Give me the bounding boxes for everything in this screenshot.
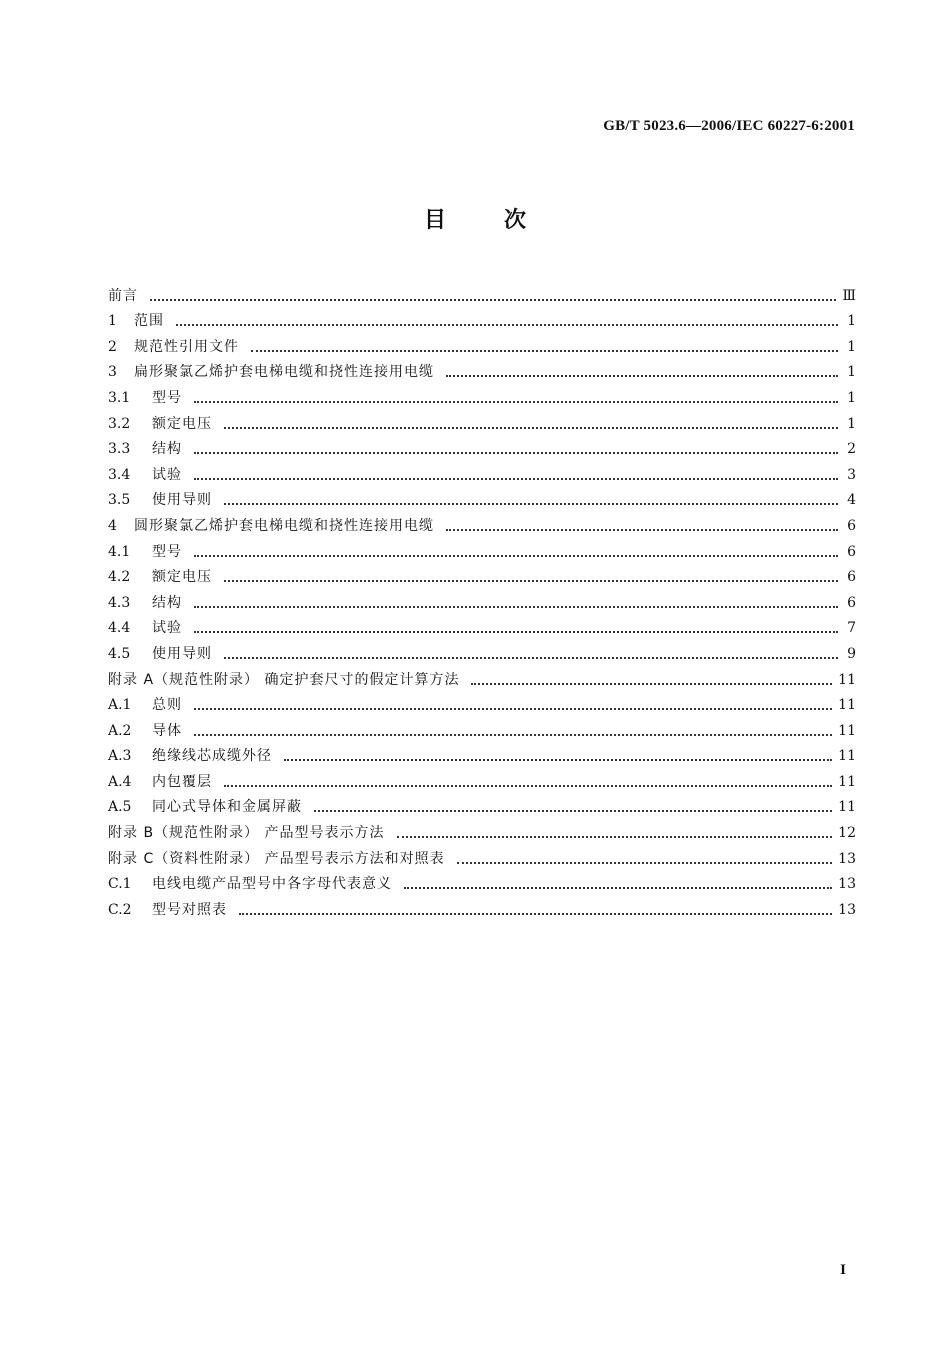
toc-entry[interactable] [108,408,856,434]
toc-dot-leader [194,631,838,633]
toc-entry-page: 6 [847,594,856,611]
toc-entry[interactable] [108,382,856,408]
toc-dot-leader [150,299,836,301]
toc-dot-leader [224,580,838,582]
toc-dot-leader [251,350,838,352]
toc-entry-number: 3.4 [108,466,131,483]
toc-entry-page: 12 [838,825,856,842]
toc-entry-page: 1 [847,415,856,432]
toc-entry-label: 规范性引用文件 [134,338,239,355]
toc-entry-number: 4.2 [108,569,131,586]
toc-entry-label: 试验 [152,620,182,637]
toc-entry-label: 圆形聚氯乙烯护套电梯电缆和挠性连接用电缆 [134,517,434,534]
toc-dot-leader [404,887,832,889]
toc-entry-page: 9 [847,645,856,662]
toc-entry-label: 型号 [152,389,182,406]
toc-entry-label: 扁形聚氯乙烯护套电梯电缆和挠性连接用电缆 [134,364,434,381]
toc-dot-leader [194,401,838,403]
toc-dot-leader [446,529,838,531]
toc-entry-page: 6 [847,569,856,586]
toc-entry[interactable] [108,357,856,383]
toc-entry-number: 3.3 [108,441,131,458]
toc-entry-number: C.2 [108,901,132,918]
toc-entry-label: 附录 B（规范性附录） 产品型号表示方法 [108,825,385,842]
toc-dot-leader [446,375,838,377]
toc-entry-number: 1 [108,313,117,330]
toc-entry[interactable] [108,664,856,690]
toc-entry-label: 型号 [152,543,182,560]
toc-entry[interactable] [108,613,856,639]
toc-dot-leader [194,452,838,454]
toc-entry-number: C.1 [108,876,132,893]
toc-entry-page: 11 [838,697,856,714]
toc-entry[interactable] [108,792,856,818]
toc-entry-label: 电线电缆产品型号中各字母代表意义 [152,876,392,893]
toc-entry[interactable] [108,434,856,460]
toc-entry-number: A.4 [108,773,132,790]
toc-entry-number: A.2 [108,722,132,739]
toc-entry-label: 前言 [108,287,138,304]
toc-entry-label: 同心式导体和金属屏蔽 [152,799,302,816]
toc-entry-number: 4.4 [108,620,131,637]
toc-dot-leader [176,324,838,326]
toc-entry-page: 3 [847,466,856,483]
toc-dot-leader [194,734,832,736]
toc-entry[interactable] [108,766,856,792]
toc-entry-label: 结构 [152,594,182,611]
toc-entry-number: 3.1 [108,389,131,406]
toc-entry-label: 使用导则 [152,645,212,662]
toc-dot-leader [224,657,838,659]
toc-dot-leader [194,478,838,480]
toc-entry[interactable] [108,869,856,895]
toc-entry-page: 6 [847,517,856,534]
toc-entry-page: 1 [847,338,856,355]
toc-entry[interactable] [108,817,856,843]
toc-entry-label: 内包覆层 [152,773,212,790]
toc-entry-page: 13 [838,850,856,867]
toc-entry-page: 13 [838,901,856,918]
toc-dot-leader [194,555,838,557]
toc-dot-leader [224,785,832,787]
toc-entry-number: 4.1 [108,543,131,560]
toc-entry-number: A.1 [108,697,132,714]
toc-entry[interactable] [108,562,856,588]
toc-entry-label: 型号对照表 [152,901,227,918]
page-number: I [840,1262,846,1278]
toc-dot-leader [457,862,832,864]
toc-entry-page: 2 [847,441,856,458]
toc-dot-leader [224,427,838,429]
toc-entry-page: 11 [838,671,856,688]
toc-entry-label: 附录 C（资料性附录） 产品型号表示方法和对照表 [108,850,445,867]
toc-entry-number: 3.5 [108,492,131,509]
toc-entry-label: 绝缘线芯成缆外径 [152,748,272,765]
toc-entry[interactable] [108,536,856,562]
toc-entry-number: 4 [108,517,117,534]
toc-dot-leader [194,606,838,608]
toc-entry-page: 13 [838,876,856,893]
toc-entry-page: 1 [847,364,856,381]
toc-entry[interactable] [108,894,856,920]
toc-entry[interactable] [108,587,856,613]
page-title: 目次 [423,208,584,233]
toc-entry-label: 使用导则 [152,492,212,509]
toc-entry-number: 4.5 [108,645,131,662]
toc-entry[interactable] [108,510,856,536]
toc-entry-page: 7 [847,620,856,637]
toc-entry-label: 总则 [152,697,182,714]
toc-entry-number: A.5 [108,799,132,816]
toc-dot-leader [284,759,832,761]
toc-entry-page: 6 [847,543,856,560]
toc-entry[interactable] [108,306,856,332]
toc-entry-number: A.3 [108,748,132,765]
toc-entry[interactable] [108,843,856,869]
toc-entry-page: 11 [838,748,856,765]
table-of-contents [108,280,856,920]
toc-entry[interactable] [108,741,856,767]
toc-entry-page: 11 [838,799,856,816]
toc-dot-leader [224,503,838,505]
toc-dot-leader [314,810,832,812]
toc-entry-page: 4 [847,492,856,509]
toc-dot-leader [194,708,832,710]
toc-entry-label: 试验 [152,466,182,483]
toc-entry-page: 1 [847,389,856,406]
toc-entry-page: Ⅲ [842,287,856,304]
toc-entry-page: 11 [838,722,856,739]
toc-dot-leader [239,913,832,915]
toc-entry-label: 范围 [134,313,164,330]
toc-dot-leader [397,836,833,838]
toc-entry-label: 结构 [152,441,182,458]
toc-entry[interactable] [108,715,856,741]
toc-entry-number: 4.3 [108,594,131,611]
toc-entry[interactable] [108,485,856,511]
toc-dot-leader [471,683,832,685]
toc-entry-label: 额定电压 [152,415,212,432]
toc-entry-number: 2 [108,338,117,355]
toc-entry[interactable] [108,331,856,357]
toc-entry-number: 3.2 [108,415,131,432]
toc-entry-label: 附录 A（规范性附录） 确定护套尺寸的假定计算方法 [108,671,460,688]
standard-code: GB/T 5023.6—2006/IEC 60227-6:2001 [603,118,855,134]
toc-entry-number: 3 [108,364,117,381]
toc-entry[interactable] [108,690,856,716]
toc-entry-label: 额定电压 [152,569,212,586]
toc-entry-page: 1 [847,313,856,330]
toc-entry-label: 导体 [152,722,182,739]
toc-entry-page: 11 [838,773,856,790]
toc-entry[interactable] [108,459,856,485]
toc-entry[interactable] [108,638,856,664]
toc-entry[interactable] [108,280,856,306]
